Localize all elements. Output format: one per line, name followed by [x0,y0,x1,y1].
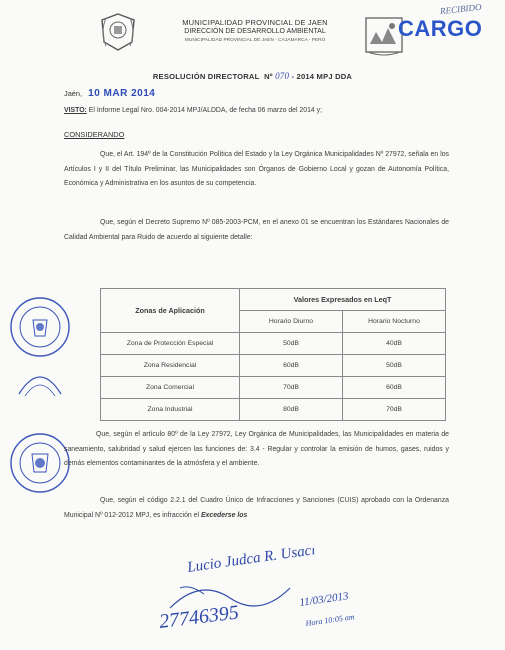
zone-cell: Zona Residencial [101,355,240,377]
col-header-zone: Zonas de Aplicación [101,289,240,333]
col-header-day: Horario Diurno [240,311,343,333]
municipal-crest-icon [96,12,140,52]
date-place: Jaén, [64,89,83,98]
signature-line-1: Lucio Judca R. Usaci [186,548,317,576]
secondary-seal-icon [15,364,65,408]
paragraph-3: Que, según el artículo 80º de la Ley 27972, Ley Orgánica de Municipalidades, las Municipalidades en materia de saneamiento, salubridad y salud ejercen las funciones de: 3.4 - Regular y controlar la emisión de humos, gases, ruidos y demás elementos contaminantes de la atmósfera y el ambiente. [64,431,449,468]
signature-line-3: 27746395 [160,601,241,633]
paragraph-2: Que, según el Decreto Supremo Nº 085-2003-PCM, en el anexo 01 se encuentran los Estándares Nacionales de Calidad Ambiental para Ruido de acuerdo al siguiente detalle: [64,219,449,241]
cargo-stamp: CARGO [398,16,483,41]
visto-label: VISTO: [64,107,87,114]
day-cell: 80dB [240,399,343,421]
night-cell: 50dB [343,355,446,377]
emphasis-text: Excederse los [200,511,248,519]
signature-line-2: 11/03/2013 [298,590,350,609]
zone-cell: Zona Comercial [101,377,240,399]
zone-cell: Zona Industrial [101,399,240,421]
day-cell: 70dB [240,377,343,399]
header-line-2: DIRECCIÓN DE DESARROLLO AMBIENTAL [184,28,326,35]
noise-standards-table [100,288,446,422]
night-cell: 70dB [343,399,446,421]
table-row [101,377,446,399]
col-header-values: Valores Expresados en LeqT [240,289,446,311]
considerando-heading: CONSIDERANDO [64,130,125,139]
header-line-3: MUNICIPALIDAD PROVINCIAL DE JAEN - CAJAMARCA - PERÚ [184,38,326,43]
title-prefix: RESOLUCIÓN DIRECTORAL [152,72,260,81]
date-line [64,88,155,99]
zone-cell: Zona de Protección Especial [101,333,240,355]
table-row [101,355,446,377]
handwritten-signature [160,548,460,643]
visto-paragraph [64,104,449,119]
date-stamp: 10 MAR 2014 [88,88,156,99]
paragraph-4 [64,494,449,523]
table-row [101,399,446,421]
paragraph-4-text: Que, según el código 2.2.1 del Cuadro Único de Infracciones y Sanciones (CUIS) aprobado con la Ordenanza Municipal Nº 012-2012 MPJ, es infracción el [64,497,449,519]
day-cell: 50dB [240,333,343,355]
day-cell: 60dB [240,355,343,377]
paragraph-1: Que, el Art. 194º de la Constitución Política del Estado y la Ley Orgánica Municipalidades Nº 27972, señala en los Artículos I y II del Título Preliminar, las Municipalidades son Órganos de Gobierno Local y gozan de Autonomía Política, Económica y Administrativa en los asuntos de su competencia. [64,151,449,188]
municipal-seal-2-icon [9,432,71,494]
title-number-label: Nº [264,72,273,81]
signature-line-4: Hora 10:05 am [305,612,356,628]
table-row [101,333,446,355]
resolution-number: 070 [275,71,290,81]
header-line-1: MUNICIPALIDAD PROVINCIAL DE JAEN [182,18,328,27]
col-header-night: Horario Nocturno [343,311,446,333]
municipal-seal-icon [9,296,71,358]
recibido-stamp: RECIBIDO [439,1,482,17]
night-cell: 40dB [343,333,446,355]
night-cell: 60dB [343,377,446,399]
document-title [0,71,505,81]
visto-text: El Informe Legal Nro. 004-2014 MPJ/ALDDA, de fecha 06 marzo del 2014 y; [86,107,323,114]
title-suffix: - 2014 MPJ DDA [291,72,353,81]
